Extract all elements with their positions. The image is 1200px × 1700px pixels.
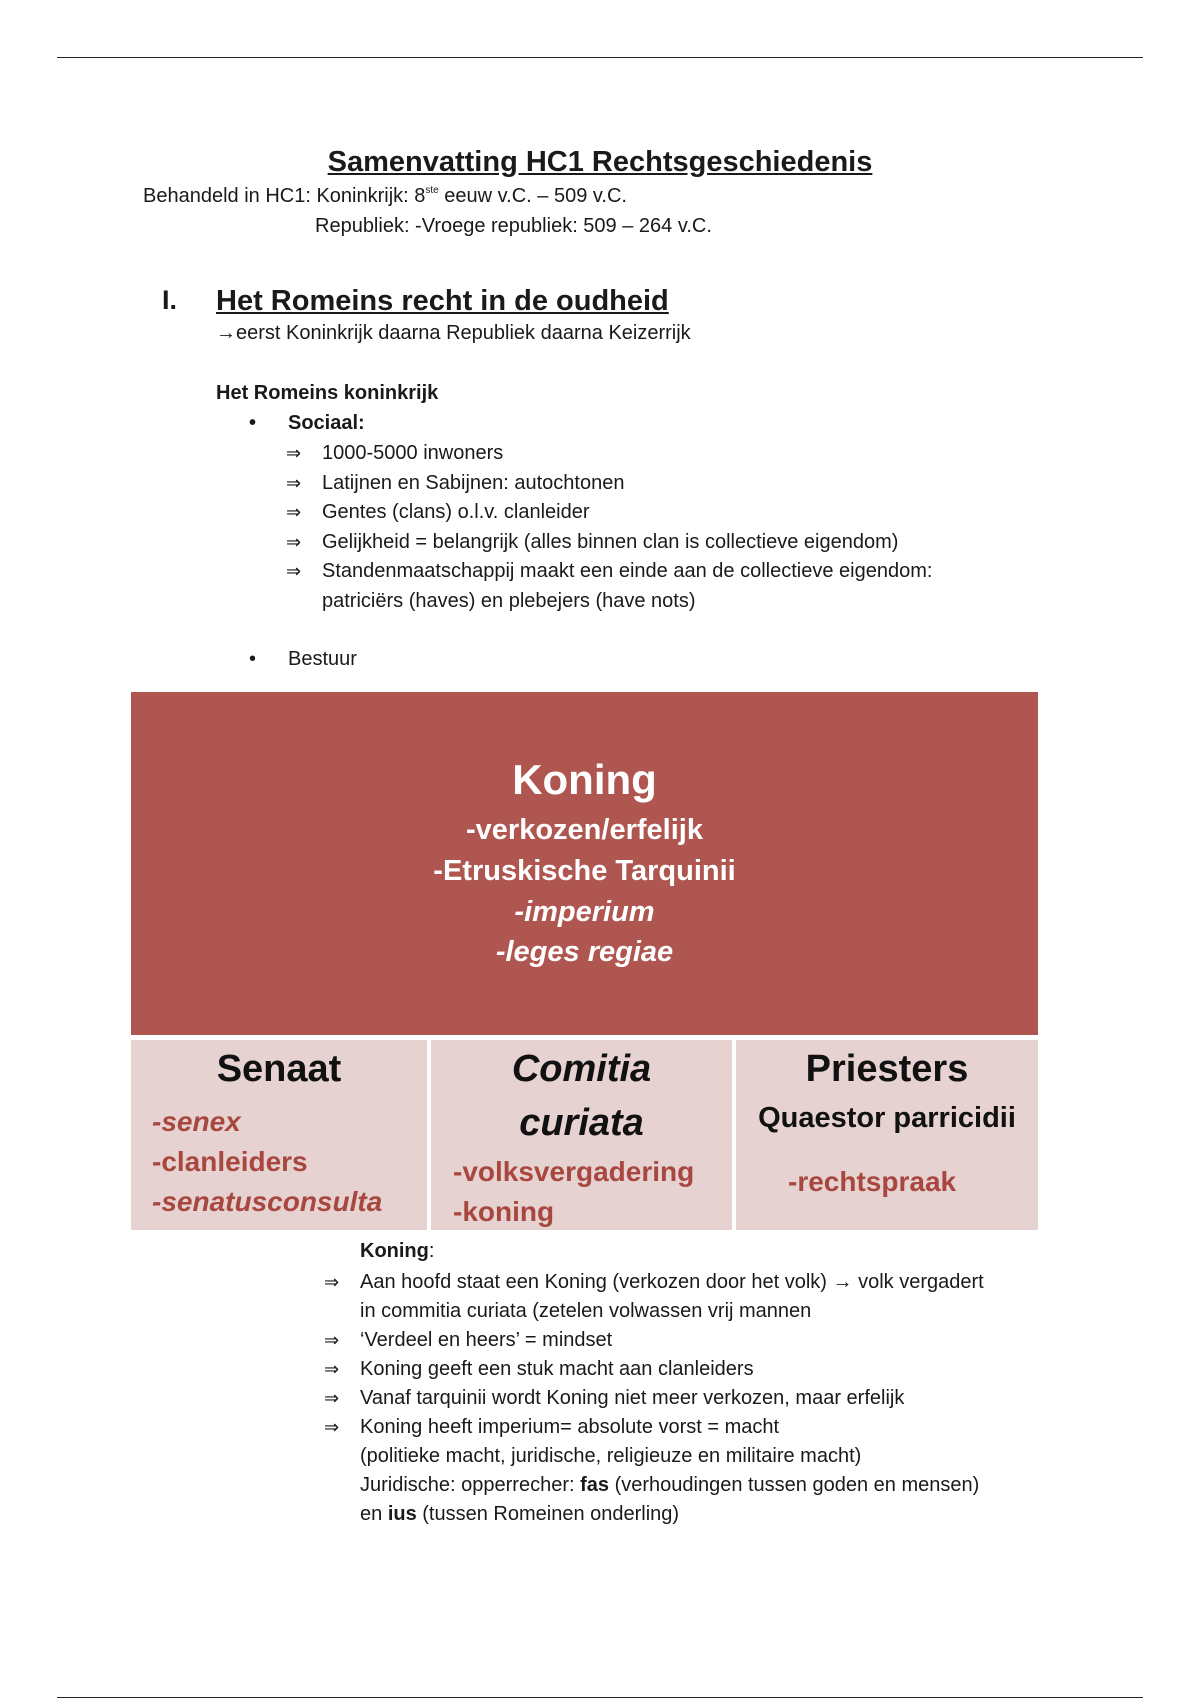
double-arrow-icon: ⇒: [286, 472, 302, 493]
comitia-title: Comitia: [511, 1048, 652, 1090]
double-arrow-icon: ⇒: [286, 531, 302, 552]
list-item: ⇒ Aan hoofd staat een Koning (verkozen door het volk) → volk vergadert: [360, 1268, 1080, 1297]
priesters-title: Priesters: [805, 1048, 969, 1090]
list-item-continuation: patriciërs (haves) en plebejers (have nots): [322, 589, 696, 612]
bullet-dot-icon: •: [249, 412, 257, 434]
koning-notes-label: Koning:: [360, 1240, 435, 1262]
double-arrow-icon: ⇒: [286, 443, 302, 463]
priesters-item: -rechtspraak: [788, 1166, 957, 1197]
bullet-sociaal: • Sociaal:: [249, 412, 365, 434]
sociaal-list: [286, 439, 1062, 616]
senaat-item: -clanleiders: [152, 1146, 308, 1177]
koning-box: [131, 692, 1038, 1035]
double-arrow-icon: ⇒: [286, 502, 302, 522]
koning-notes-list: [324, 1268, 1080, 1529]
senaat-box: [131, 1040, 427, 1230]
list-item: ⇒ Gelijkheid = belangrijk (alles binnen clan is collectieve eigendom): [322, 528, 1062, 558]
bottom-rule: [57, 1697, 1143, 1698]
list-item: ⇒ 1000-5000 inwoners: [322, 439, 1062, 469]
list-item: ⇒ Koning geeft een stuk macht aan clanleiders: [360, 1355, 1080, 1384]
list-item: ⇒ Standenmaatschappij maakt een einde aan de collectieve eigendom:: [322, 557, 1062, 587]
priesters-box: [736, 1040, 1038, 1230]
bullet-bestuur: • Bestuur: [249, 648, 357, 670]
priesters-subtitle: Quaestor parricidii: [758, 1102, 1016, 1134]
list-item-continuation: (politieke macht, juridische, religieuze en militaire macht): [360, 1445, 862, 1467]
comitia-title-2: curiata: [519, 1102, 644, 1144]
top-rule: [57, 57, 1143, 58]
document-title: Samenvatting HC1 Rechtsgeschiedenis: [327, 146, 873, 178]
list-item-continuation: en ius (tussen Romeinen onderling): [360, 1503, 680, 1525]
double-arrow-icon: ⇒: [324, 1388, 340, 1408]
comitia-item: -koning: [453, 1196, 555, 1227]
koning-line: -leges regiae: [495, 936, 674, 968]
list-item: ⇒ Koning heeft imperium= absolute vorst = macht: [360, 1413, 1080, 1442]
double-arrow-icon: ⇒: [324, 1417, 340, 1437]
list-item: ⇒ Gentes (clans) o.l.v. clanleider: [322, 498, 1062, 528]
section-subtitle: →eerst Koninkrijk daarna Republiek daarna Keizerrijk: [216, 322, 691, 344]
section-title: Het Romeins recht in de oudheid: [216, 285, 669, 317]
list-item-continuation: in commitia curiata (zetelen volwassen vrij mannen: [360, 1300, 812, 1322]
list-item: ⇒ Latijnen en Sabijnen: autochtonen: [322, 469, 1062, 499]
koning-line: -verkozen/erfelijk: [466, 814, 703, 846]
list-item: ⇒ ‘Verdeel en heers’ = mindset: [360, 1326, 1080, 1355]
koning-title: Koning: [512, 756, 657, 803]
senaat-item: -senatusconsulta: [152, 1186, 383, 1217]
meta-koninkrijk: Behandeld in HC1: Koninkrijk: 8ste eeuw v.C. – 509 v.C.: [143, 185, 627, 207]
comitia-box: [431, 1040, 732, 1230]
meta-republiek: Republiek: -Vroege republiek: 509 – 264 v.C.: [315, 215, 712, 237]
double-arrow-icon: ⇒: [324, 1359, 340, 1379]
double-arrow-icon: ⇒: [324, 1272, 340, 1292]
senaat-item: -senex: [152, 1106, 241, 1137]
list-item-continuation: Juridische: opperrecher: fas (verhoudingen tussen goden en mensen): [360, 1474, 980, 1496]
section-number: I.: [162, 285, 178, 315]
senaat-title: Senaat: [216, 1048, 342, 1090]
double-arrow-icon: ⇒: [324, 1330, 340, 1350]
subheading-koninkrijk: Het Romeins koninkrijk: [216, 382, 439, 404]
bullet-dot-icon: •: [249, 648, 257, 670]
comitia-item: -volksvergadering: [453, 1156, 695, 1187]
list-item: ⇒ Vanaf tarquinii wordt Koning niet meer verkozen, maar erfelijk: [360, 1384, 1080, 1413]
double-arrow-icon: ⇒: [286, 561, 302, 581]
koning-line: -imperium: [514, 896, 655, 928]
koning-line: -Etruskische Tarquinii: [433, 855, 736, 887]
